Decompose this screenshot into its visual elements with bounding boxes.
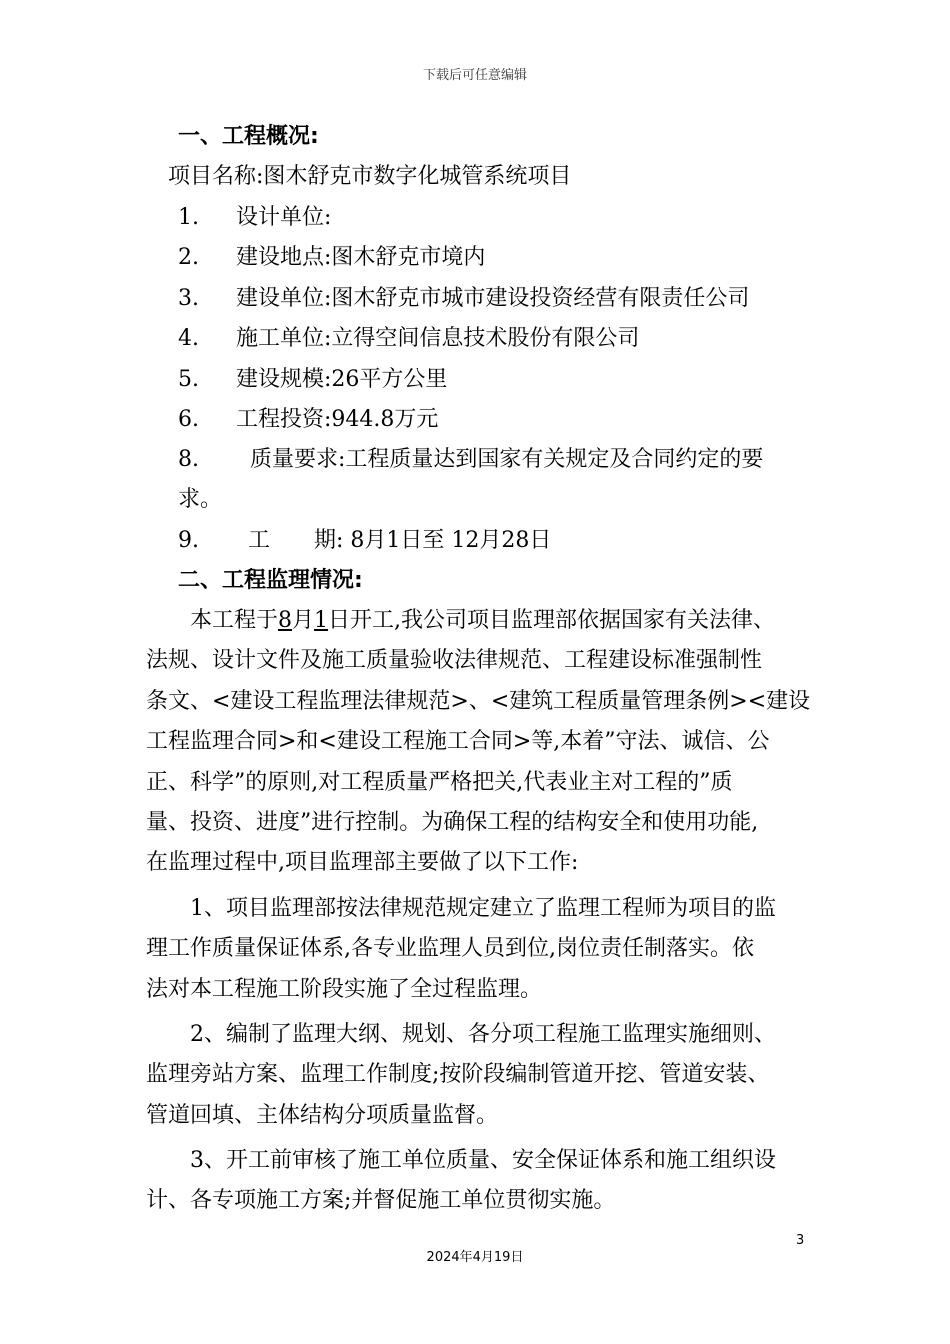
paragraph-line: 2、编制了监理大纲、规划、各分项工程施工监理实施细则、 bbox=[190, 1022, 776, 1047]
text-span: 本工程于 bbox=[190, 608, 279, 633]
paragraph-line: 法规、设计文件及施工质量验收法律规范、工程建设标准强制性 bbox=[146, 648, 763, 673]
list-item-num: 4. bbox=[178, 326, 199, 351]
section-heading-overview: 一、工程概况: bbox=[178, 124, 319, 149]
list-item-num: 2. bbox=[178, 245, 199, 270]
paragraph-line: 3、开工前审核了施工单位质量、安全保证体系和施工组织设 bbox=[190, 1148, 776, 1173]
paragraph-line bbox=[190, 606, 775, 636]
section-heading-supervision: 二、工程监理情况: bbox=[178, 568, 363, 593]
page-number: 3 bbox=[796, 1233, 805, 1248]
paragraph-line: 法对本工程施工阶段实施了全过程监理。 bbox=[146, 977, 543, 1002]
paragraph-line: 正、科学”的原则,对工程质量严格把关,代表业主对工程的”质 bbox=[146, 770, 733, 795]
underlined-month: 8 bbox=[278, 608, 293, 633]
list-item-num: 3. bbox=[178, 286, 199, 311]
paragraph-line: 条文、<建设工程监理法律规范>、<建筑工程质量管理条例><建设 bbox=[146, 689, 811, 714]
list-item: 工 期: 8月1日至 12月28日 bbox=[248, 528, 552, 553]
list-item: 建设地点:图木舒克市境内 bbox=[236, 245, 486, 270]
project-name: 项目名称:图木舒克市数字化城管系统项目 bbox=[168, 164, 572, 189]
paragraph-line: 工程监理合同>和<建设工程施工合同>等,本着”守法、诚信、公 bbox=[146, 729, 770, 754]
list-item-continuation: 求。 bbox=[178, 487, 223, 512]
list-item: 设计单位: bbox=[236, 205, 332, 230]
paragraph-line: 理工作质量保证体系,各专业监理人员到位,岗位责任制落实。依 bbox=[146, 936, 754, 961]
text-span: 月 bbox=[292, 608, 315, 633]
list-item: 建设规模:26平方公里 bbox=[236, 367, 448, 392]
list-item-num: 8. bbox=[178, 447, 199, 472]
list-item: 质量要求:工程质量达到国家有关规定及合同约定的要 bbox=[250, 447, 764, 472]
list-item-num: 6. bbox=[178, 407, 199, 432]
underlined-day: 1 bbox=[314, 608, 329, 633]
list-item-num: 5. bbox=[178, 367, 199, 392]
paragraph-line: 计、各专项施工方案;并督促施工单位贯彻实施。 bbox=[146, 1188, 616, 1213]
page-header: 下载后可任意编辑 bbox=[422, 68, 527, 83]
page-footer-date: 2024年4月19日 bbox=[426, 1250, 524, 1265]
list-item: 建设单位:图木舒克市城市建设投资经营有限责任公司 bbox=[236, 286, 750, 311]
paragraph-line: 量、投资、进度”进行控制。为确保工程的结构安全和使用功能, bbox=[146, 810, 759, 835]
paragraph-line: 在监理过程中,项目监理部主要做了以下工作: bbox=[146, 850, 579, 875]
list-item-num: 1. bbox=[178, 205, 199, 230]
paragraph-line: 1、项目监理部按法律规范规定建立了监理工程师为项目的监 bbox=[190, 896, 776, 921]
list-item-num: 9. bbox=[178, 528, 199, 553]
paragraph-line: 管道回填、主体结构分项质量监督。 bbox=[146, 1103, 499, 1128]
paragraph-line: 监理旁站方案、监理工作制度;按阶段编制管道开挖、管道安装、 bbox=[146, 1062, 770, 1087]
list-item: 工程投资:944.8万元 bbox=[236, 407, 439, 432]
text-span: 日开工,我公司项目监理部依据国家有关法律、 bbox=[328, 608, 776, 633]
list-item: 施工单位:立得空间信息技术股份有限公司 bbox=[236, 326, 640, 351]
